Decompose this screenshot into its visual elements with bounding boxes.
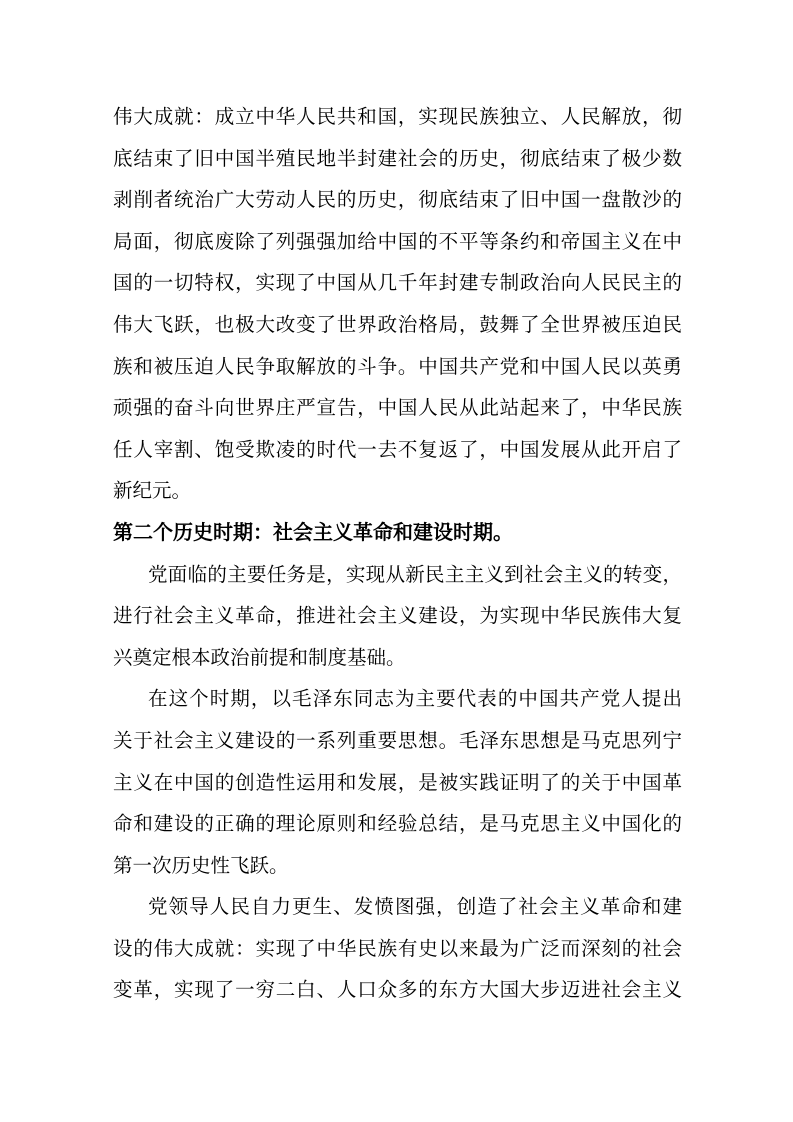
text-line: 变革，实现了一穷二白、人口众多的东方大国大步迈进社会主义 <box>113 980 682 1002</box>
text-line: 顽强的奋斗向世界庄严宣告，中国人民从此站起来了，中华民族 <box>113 398 682 420</box>
heading-text-line: 第二个历史时期：社会主义革命和建设时期。 <box>113 521 513 544</box>
paragraph-mao-zedong-thought <box>113 679 682 887</box>
text-line: 设的伟大成就：实现了中华民族有史以来最为广泛而深刻的社会 <box>113 938 682 960</box>
text-line: 第一次历史性飞跃。 <box>113 855 289 877</box>
text-line: 国的一切特权，实现了中国从几千年封建专制政治向人民民主的 <box>113 273 682 295</box>
heading-second-historical-period <box>113 513 682 555</box>
text-line: 局面，彻底废除了列强强加给中国的不平等条约和帝国主义在中 <box>113 231 682 253</box>
text-line: 党面临的主要任务是，实现从新民主主义到社会主义的转变， <box>148 564 682 586</box>
text-line: 在这个时期，以毛泽东同志为主要代表的中国共产党人提出 <box>148 689 682 711</box>
text-line: 关于社会主义建设的一系列重要思想。毛泽东思想是马克思列宁 <box>113 730 682 752</box>
text-line: 新纪元。 <box>113 481 192 503</box>
text-line: 伟大飞跃，也极大改变了世界政治格局，鼓舞了全世界被压迫民 <box>113 314 682 336</box>
text-line: 任人宰割、饱受欺凌的时代一去不复返了，中国发展从此开启了 <box>113 439 682 461</box>
paragraph-first-period-achievements <box>113 97 682 513</box>
text-line: 命和建设的正确的理论原则和经验总结，是马克思主义中国化的 <box>113 814 682 836</box>
text-line: 剥削者统治广大劳动人民的历史，彻底结束了旧中国一盘散沙的 <box>113 190 682 212</box>
paragraph-main-tasks <box>113 555 682 680</box>
text-line: 兴奠定根本政治前提和制度基础。 <box>113 647 406 669</box>
text-line: 族和被压迫人民争取解放的斗争。中国共产党和中国人民以英勇 <box>113 356 682 378</box>
text-line: 主义在中国的创造性运用和发展，是被实践证明了的关于中国革 <box>113 772 682 794</box>
paragraph-socialist-revolution-achievements <box>113 887 682 1012</box>
text-line: 底结束了旧中国半殖民地半封建社会的历史，彻底结束了极少数 <box>113 148 682 170</box>
text-line: 伟大成就：成立中华人民共和国，实现民族独立、人民解放，彻 <box>113 107 682 128</box>
document-body <box>113 97 682 1012</box>
text-line: 进行社会主义革命，推进社会主义建设，为实现中华民族伟大复 <box>113 606 682 628</box>
text-line: 党领导人民自力更生、发愤图强，创造了社会主义革命和建 <box>148 897 682 919</box>
